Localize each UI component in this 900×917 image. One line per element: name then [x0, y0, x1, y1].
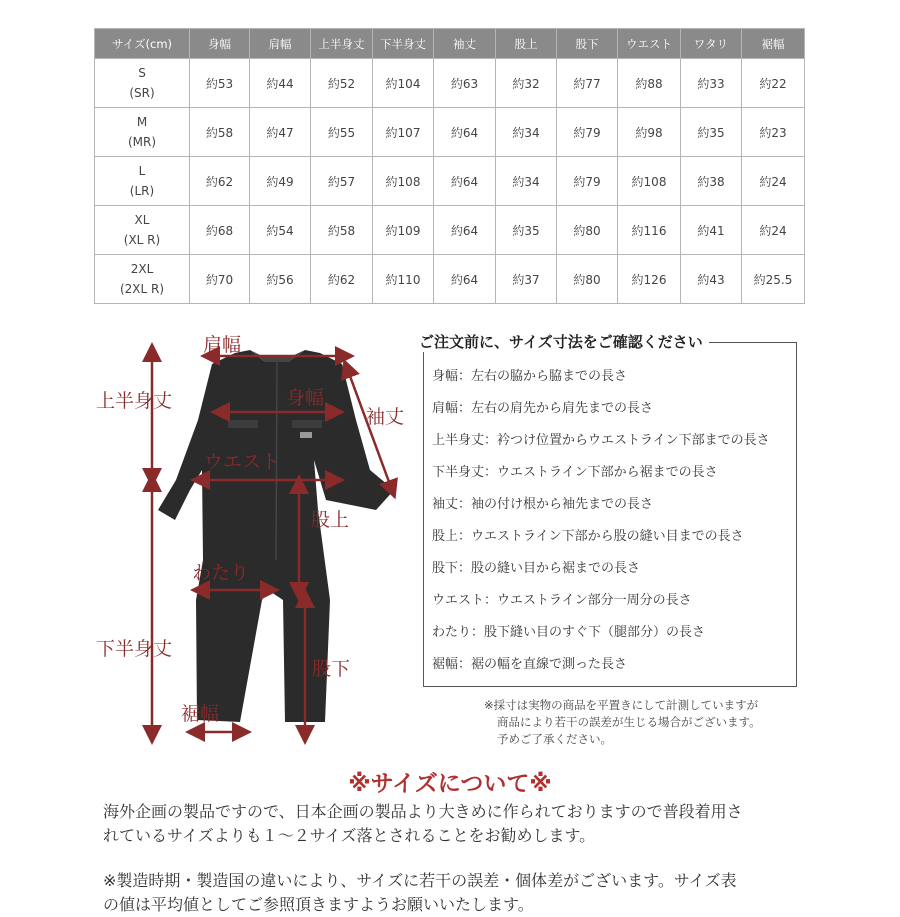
- label-lower-body: 下半身丈: [96, 638, 173, 660]
- table-cell: 約116: [618, 206, 681, 255]
- note-line-2: 商品により若干の誤差が生じる場合がございます。: [497, 715, 761, 729]
- table-cell: 約68: [190, 206, 250, 255]
- note-line-3: 予めご了承ください。: [497, 732, 612, 746]
- table-cell: 約126: [618, 255, 681, 304]
- table-cell: 約32: [496, 59, 557, 108]
- label-upper-body: 上半身丈: [96, 390, 173, 412]
- pocket-right: [292, 420, 322, 428]
- table-cell: 約23: [742, 108, 805, 157]
- header-lower-length: 下半身丈: [373, 29, 434, 59]
- table-cell: 約64: [434, 108, 496, 157]
- table-cell: 約52: [311, 59, 373, 108]
- label-inseam: 股下: [312, 658, 351, 680]
- size-cell: [95, 157, 190, 206]
- size-cell: [95, 108, 190, 157]
- table-cell: 約80: [557, 206, 618, 255]
- label-shoulder: 肩幅: [203, 334, 242, 356]
- table-cell: 約64: [434, 255, 496, 304]
- size-cell: [95, 255, 190, 304]
- table-cell: 約104: [373, 59, 434, 108]
- table-cell: 約47: [250, 108, 311, 157]
- about-size-heading: ※サイズについて※: [348, 771, 552, 797]
- coverall-diagram: [0, 300, 420, 760]
- size-sub-label: (LR): [129, 184, 155, 198]
- table-cell: 約108: [618, 157, 681, 206]
- size-cell: [95, 206, 190, 255]
- definition-item: 下半身丈：ウエストライン下部から裾までの長さ: [432, 465, 718, 480]
- table-row: [95, 157, 805, 206]
- size-table-body: [95, 59, 805, 304]
- size-cell: [95, 59, 190, 108]
- about-para2-line1: ※製造時期・製造国の違いにより、サイズに若干の誤差・個体差がございます。サイズ表: [103, 871, 737, 890]
- table-row: [95, 206, 805, 255]
- definition-item: わたり：股下縫い目のすぐ下（腿部分）の長さ: [432, 625, 706, 640]
- table-cell: 約56: [250, 255, 311, 304]
- size-sub-label: (2XL R): [119, 282, 165, 296]
- table-cell: 約34: [496, 157, 557, 206]
- about-para2-line2: の値は平均値としてご参照頂きますようお願いいたします。: [103, 895, 534, 914]
- header-waist: ウエスト: [618, 29, 681, 59]
- table-cell: 約79: [557, 157, 618, 206]
- table-cell: 約79: [557, 108, 618, 157]
- about-paragraph-2: [103, 869, 803, 917]
- table-cell: 約80: [557, 255, 618, 304]
- table-cell: 約88: [618, 59, 681, 108]
- table-cell: 約58: [190, 108, 250, 157]
- table-cell: 約58: [311, 206, 373, 255]
- label-chest: 身幅: [286, 387, 325, 409]
- table-cell: 約34: [496, 108, 557, 157]
- measurement-note: [484, 697, 761, 748]
- definitions-list: [432, 366, 770, 686]
- definition-item: 裾幅：裾の幅を直線で測った長さ: [432, 657, 628, 672]
- definition-item: 上半身丈：衿つけ位置からウエストライン下部までの長さ: [432, 433, 770, 448]
- header-shoulder: 肩幅: [250, 29, 311, 59]
- header-size: サイズ(cm): [95, 29, 190, 59]
- size-sub-label: (XL R): [123, 233, 161, 247]
- table-cell: 約33: [681, 59, 742, 108]
- size-sub-label: (MR): [127, 135, 157, 149]
- size-table: [94, 28, 805, 304]
- definition-item: ウエスト：ウエストライン部分一周分の長さ: [432, 593, 692, 608]
- table-cell: 約98: [618, 108, 681, 157]
- table-cell: 約64: [434, 206, 496, 255]
- table-cell: 約77: [557, 59, 618, 108]
- table-cell: 約70: [190, 255, 250, 304]
- table-cell: 約107: [373, 108, 434, 157]
- label-sleeve: 袖丈: [366, 406, 405, 428]
- table-cell: 約62: [190, 157, 250, 206]
- table-cell: 約44: [250, 59, 311, 108]
- definition-item: 股上：ウエストライン下部から股の縫い目までの長さ: [432, 529, 744, 544]
- table-cell: 約43: [681, 255, 742, 304]
- header-rise: 股上: [496, 29, 557, 59]
- size-label: L: [138, 164, 146, 178]
- table-cell: 約22: [742, 59, 805, 108]
- table-cell: 約24: [742, 157, 805, 206]
- definition-item: 袖丈：袖の付け根から袖先までの長さ: [432, 497, 654, 512]
- table-row: [95, 59, 805, 108]
- table-header-row: [95, 29, 805, 59]
- about-paragraph-1: [103, 800, 803, 848]
- table-cell: 約108: [373, 157, 434, 206]
- table-cell: 約38: [681, 157, 742, 206]
- label-hem: 裾幅: [181, 703, 220, 725]
- pocket-left: [228, 420, 258, 428]
- table-cell: 約57: [311, 157, 373, 206]
- header-sleeve: 袖丈: [434, 29, 496, 59]
- table-cell: 約62: [311, 255, 373, 304]
- definition-item: 肩幅：左右の肩先から肩先までの長さ: [432, 401, 654, 416]
- size-label: M: [136, 115, 148, 129]
- size-label: XL: [134, 213, 150, 227]
- table-cell: 約41: [681, 206, 742, 255]
- size-label: S: [138, 66, 146, 80]
- table-cell: 約37: [496, 255, 557, 304]
- header-inseam: 股下: [557, 29, 618, 59]
- label-rise: 股上: [311, 509, 350, 531]
- table-cell: 約54: [250, 206, 311, 255]
- table-cell: 約55: [311, 108, 373, 157]
- definition-item: 股下：股の縫い目から裾までの長さ: [432, 561, 641, 576]
- table-cell: 約35: [681, 108, 742, 157]
- size-sub-label: (SR): [129, 86, 155, 100]
- note-line-1: ※採寸は実物の商品を平置きにして計測していますが: [484, 698, 759, 712]
- size-label: 2XL: [130, 262, 154, 276]
- table-row: [95, 255, 805, 304]
- about-para1-line2: れているサイズよりも１～２サイズ落とされることをお勧めします。: [103, 826, 596, 845]
- label-thigh: わたり: [192, 562, 250, 584]
- chest-tag: [300, 432, 312, 438]
- table-cell: 約109: [373, 206, 434, 255]
- table-cell: 約110: [373, 255, 434, 304]
- table-cell: 約24: [742, 206, 805, 255]
- table-cell: 約63: [434, 59, 496, 108]
- header-hem: 裾幅: [742, 29, 805, 59]
- table-cell: 約49: [250, 157, 311, 206]
- definitions-title: ご注文前に、サイズ寸法をご確認ください: [413, 331, 709, 352]
- table-cell: 約25.5: [742, 255, 805, 304]
- about-para1-line1: 海外企画の製品ですので、日本企画の製品より大きめに作られておりますので普段着用さ: [103, 802, 743, 821]
- definition-item: 身幅：左右の脇から脇までの長さ: [432, 369, 628, 384]
- header-chest: 身幅: [190, 29, 250, 59]
- table-cell: 約53: [190, 59, 250, 108]
- table-row: [95, 108, 805, 157]
- table-cell: 約64: [434, 157, 496, 206]
- label-waist: ウエスト: [204, 451, 281, 473]
- table-cell: 約35: [496, 206, 557, 255]
- header-thigh: ワタリ: [681, 29, 742, 59]
- header-upper-length: 上半身丈: [311, 29, 373, 59]
